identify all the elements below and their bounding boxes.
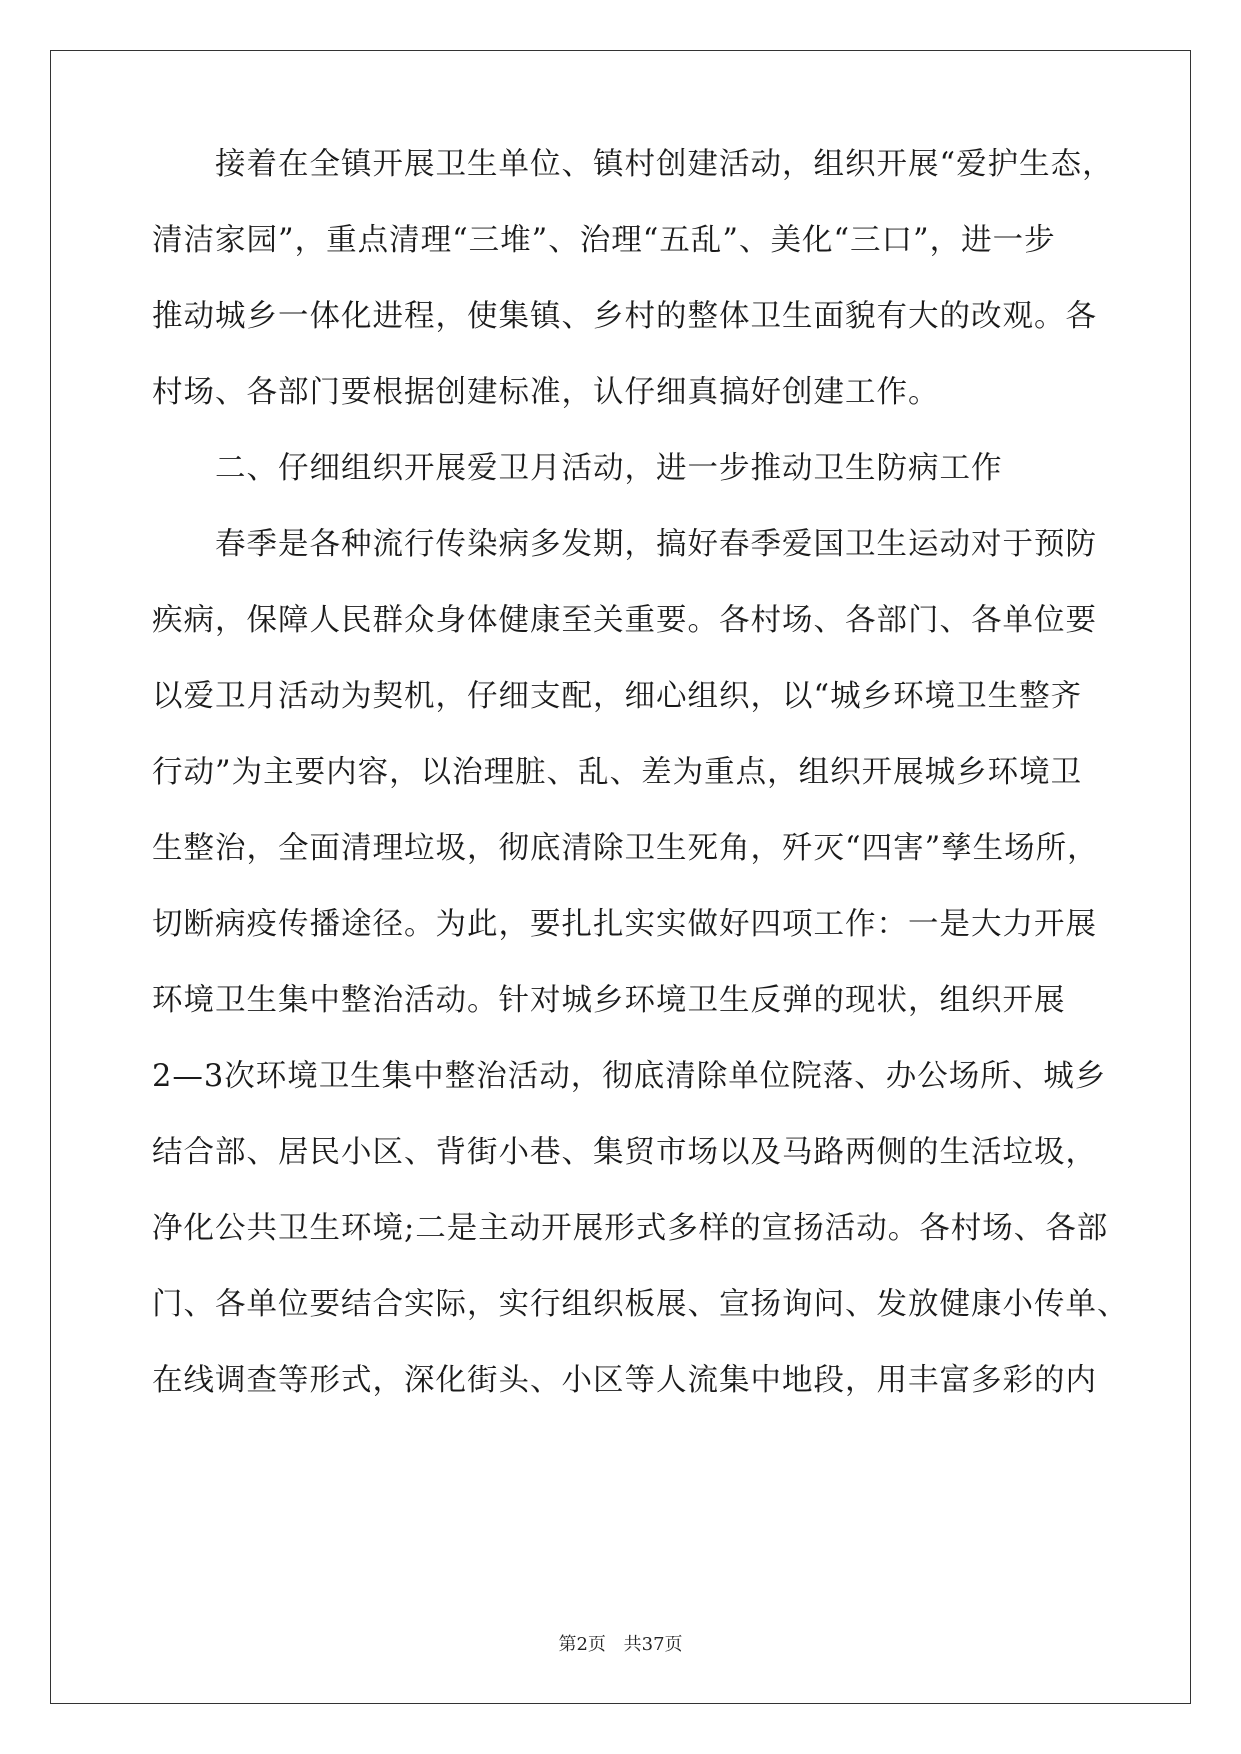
paragraph-line: 在线调查等形式，深化街头、小区等人流集中地段，用丰富多彩的内 <box>152 1363 1097 1398</box>
paragraph-line: 门、各单位要结合实际，实行组织板展、宣扬询问、发放健康小传单、 <box>152 1287 1129 1322</box>
paragraph-line: 接着在全镇开展卫生单位、镇村创建活动，组织开展“爱护生态， <box>215 147 1114 182</box>
paragraph-line: 行动”为主要内容，以治理脏、乱、差为重点，组织开展城乡环境卫 <box>152 755 1083 790</box>
total-pages: 共37页 <box>623 1634 683 1655</box>
paragraph-line: 清洁家园”，重点清理“三堆”、治理“五乱”、美化“三口”，进一步 <box>152 223 1056 258</box>
paragraph-line: 以爱卫月活动为契机，仔细支配，细心组织，以“城乡环境卫生整齐 <box>152 679 1083 714</box>
paragraph-line: 环境卫生集中整治活动。针对城乡环境卫生反弹的现状，组织开展 <box>152 983 1066 1018</box>
paragraph-line: 2—3次环境卫生集中整治活动，彻底清除单位院落、办公场所、城乡 <box>152 1059 1107 1094</box>
paragraph-line: 推动城乡一体化进程，使集镇、乡村的整体卫生面貌有大的改观。各 <box>152 299 1097 334</box>
paragraph-line: 春季是各种流行传染病多发期，搞好春季爱国卫生运动对于预防 <box>215 527 1097 562</box>
page-footer <box>0 1630 1241 1656</box>
paragraph-line: 疾病，保障人民群众身体健康至关重要。各村场、各部门、各单位要 <box>152 603 1097 638</box>
section-heading: 二、仔细组织开展爱卫月活动，进一步推动卫生防病工作 <box>215 451 1003 486</box>
paragraph-line: 生整治，全面清理垃圾，彻底清除卫生死角，歼灭“四害”孳生场所， <box>152 831 1099 866</box>
paragraph-line: 切断病疫传播途径。为此，要扎扎实实做好四项工作：一是大力开展 <box>152 907 1097 942</box>
paragraph-line: 结合部、居民小区、背街小巷、集贸市场以及马路两侧的生活垃圾， <box>152 1135 1097 1170</box>
paragraph-line: 净化公共卫生环境;二是主动开展形式多样的宣扬活动。各村场、各部 <box>152 1211 1109 1246</box>
paragraph-line: 村场、各部门要根据创建标准，认仔细真搞好创建工作。 <box>152 375 940 410</box>
page-number: 第2页 <box>558 1634 606 1655</box>
